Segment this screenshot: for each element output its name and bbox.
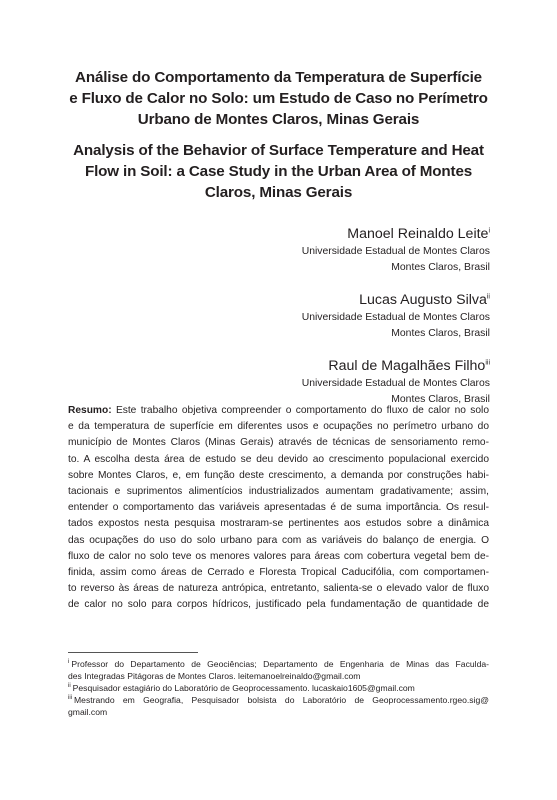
- title-english: [60, 140, 497, 203]
- abstract-line: de calor no solo para corpos hídricos, justificado pela fundamentação de quantidade de: [68, 599, 489, 611]
- author-entry: [190, 356, 490, 408]
- footnote-mark: i: [68, 659, 70, 666]
- abstract: [68, 403, 489, 614]
- title-line: Claros, Minas Gerais: [204, 184, 353, 201]
- author-footnote-mark: i: [488, 227, 490, 235]
- footnote-mark: ii: [68, 683, 71, 690]
- author-institution: Universidade Estadual de Montes Claros: [301, 312, 490, 323]
- abstract-line: e da temperatura de superfície em diferentes usos e ocupações no perímetro urbano do: [68, 421, 489, 433]
- footnote-line: [68, 658, 489, 670]
- author-institution: Universidade Estadual de Montes Claros: [301, 246, 490, 257]
- abstract-line: to. A escolha desta área de estudo se deu devido ao crescimento populacional exercido: [68, 453, 489, 465]
- abstract-line: sobre Montes Claros, e, em função deste crescimento, a demanda por construções habi-: [68, 469, 489, 481]
- footnote-line: gmail.com: [68, 707, 108, 717]
- footnote-line: [68, 694, 489, 706]
- abstract-line: finida, assim como áreas de Cerrado e Floresta Tropical Caducifólia, com comportamen-: [68, 567, 489, 579]
- abstract-label: Resumo:: [68, 405, 112, 416]
- author-list: [190, 224, 490, 422]
- author-location: Montes Claros, Brasil: [391, 262, 490, 273]
- title-line: Análise do Comportamento da Temperatura de Superfície: [75, 69, 482, 86]
- footnotes: [68, 658, 489, 718]
- abstract-line: fluxo de calor no solo teve os menores valores para áreas com cobertura vegetal bem de-: [68, 550, 489, 562]
- footnote-text: Mestrando em Geografia, Pesquisador bolsista do Laboratório de Geoprocessamento.rgeo.sig@: [74, 695, 489, 705]
- author-name: [190, 356, 490, 376]
- author-name-text: Raul de Magalhães Filho: [328, 358, 486, 374]
- abstract-text: Este trabalho objetiva compreender o comportamento do fluxo de calor no solo: [111, 405, 489, 416]
- footnote-mark: iii: [68, 695, 72, 702]
- abstract-line: tados expostos nesta pesquisa mostraram-se pertinentes aos estudos sobre a dinâmica: [68, 518, 489, 530]
- footnote-line: [68, 682, 489, 694]
- author-name-text: Manoel Reinaldo Leite: [347, 226, 489, 242]
- title-line: Flow in Soil: a Case Study in the Urban Area of Montes: [84, 163, 473, 180]
- title-line: e Fluxo de Calor no Solo: um Estudo de Caso no Perímetro: [69, 90, 488, 107]
- abstract-line: município de Montes Claros (Minas Gerais) através de técnicas de sensoriamento remo-: [68, 437, 489, 449]
- author-entry: [190, 290, 490, 342]
- footnote-text: Professor do Departamento de Geociências; Departamento de Engenharia de Minas das Faculda-: [71, 659, 489, 669]
- title-portuguese: [60, 67, 497, 130]
- author-location: Montes Claros, Brasil: [391, 394, 490, 405]
- abstract-line: [68, 403, 489, 419]
- author-name-text: Lucas Augusto Silva: [359, 292, 487, 308]
- author-footnote-mark: iii: [485, 359, 490, 367]
- abstract-line: to reverso às áreas de natureza antrópica, entretanto, salienta-se o elevado valor de fluxo: [68, 583, 489, 595]
- abstract-line: entender o comportamento das variáveis apresentadas é de suma importância. Os resul-: [68, 502, 489, 514]
- author-footnote-mark: ii: [486, 293, 490, 301]
- abstract-line: das ocupações do uso do solo urbano para com as variáveis do balanço de energia. O: [68, 534, 489, 546]
- abstract-line: tacionais e suprimentos alimentícios industrializados aumentam gradativamente; assim,: [68, 486, 489, 498]
- footnote-line: des Integradas Pitágoras de Montes Claros. leitemanoelreinaldo@gmail.com: [68, 671, 361, 681]
- footnote-divider: [68, 652, 198, 653]
- author-name: [190, 290, 490, 310]
- author-location: Montes Claros, Brasil: [391, 328, 490, 339]
- footnote-text: Pesquisador estagiário do Laboratório de Geoprocessamento. lucaskaio1605@gmail.com: [72, 683, 415, 693]
- author-name: [190, 224, 490, 244]
- author-entry: [190, 224, 490, 276]
- title-line: Analysis of the Behavior of Surface Temperature and Heat: [73, 142, 484, 159]
- title-line: Urbano de Montes Claros, Minas Gerais: [137, 111, 420, 128]
- author-institution: Universidade Estadual de Montes Claros: [301, 378, 490, 389]
